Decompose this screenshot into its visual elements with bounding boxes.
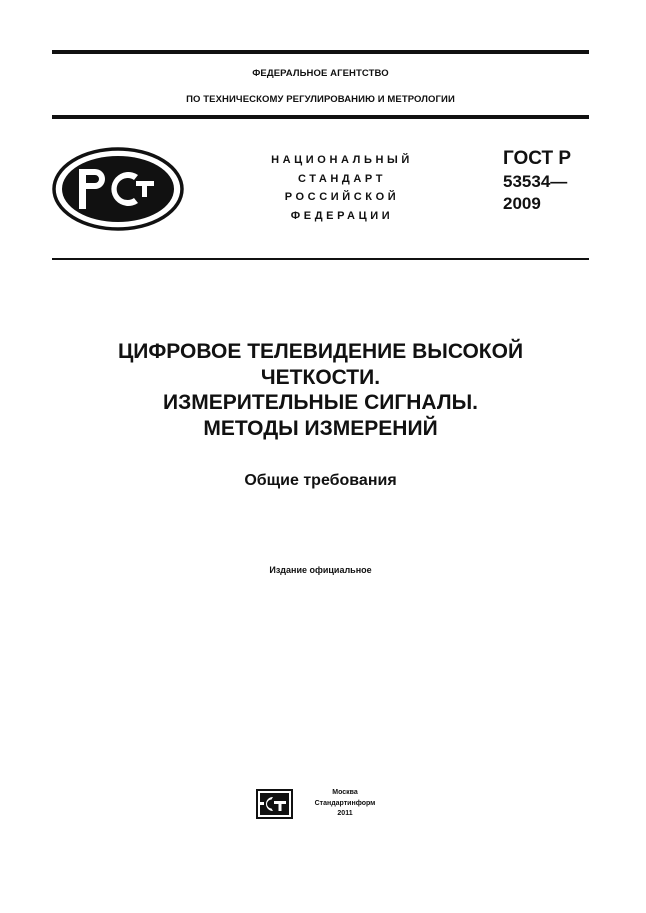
national-line: СТАНДАРТ (297, 172, 387, 185)
designation-prefix: ГОСТ Р (503, 148, 572, 169)
top-rule (52, 50, 589, 54)
standartinform-logo-icon (256, 789, 293, 819)
document-subtitle: Общие требования (244, 472, 397, 489)
designation-number: 53534— (503, 172, 568, 191)
title-line: МЕТОДЫ ИЗМЕРЕНИЙ (203, 416, 438, 440)
publisher-city: Москва (332, 789, 358, 796)
designation-year: 2009 (503, 194, 541, 213)
title-line: ИЗМЕРИТЕЛЬНЫЕ СИГНАЛЫ. (163, 391, 478, 414)
publisher-info (302, 788, 388, 820)
national-line: НАЦИОНАЛЬНЫЙ (271, 154, 413, 166)
agency-line-2: ПО ТЕХНИЧЕСКОМУ РЕГУЛИРОВАНИЮ И МЕТРОЛОГИИ (186, 94, 455, 105)
publisher-name: Стандартинформ (314, 799, 376, 807)
national-line: ФЕДЕРАЦИИ (290, 209, 394, 222)
edition-label: Издание официальное (269, 565, 372, 575)
standard-bottom-rule (52, 258, 589, 260)
agency-line-1: ФЕДЕРАЛЬНОЕ АГЕНТСТВО (252, 68, 389, 79)
title-line: ЧЕТКОСТИ. (260, 365, 381, 389)
national-standard-label (232, 151, 452, 225)
document-title (52, 339, 589, 441)
national-line: РОССИЙСКОЙ (284, 191, 400, 203)
standard-designation (503, 147, 571, 215)
header-bottom-rule (52, 115, 589, 119)
rst-certification-mark-icon (52, 147, 184, 231)
title-line: ЦИФРОВОЕ ТЕЛЕВИДЕНИЕ ВЫСОКОЙ (117, 340, 524, 363)
publisher-year: 2011 (337, 810, 353, 817)
